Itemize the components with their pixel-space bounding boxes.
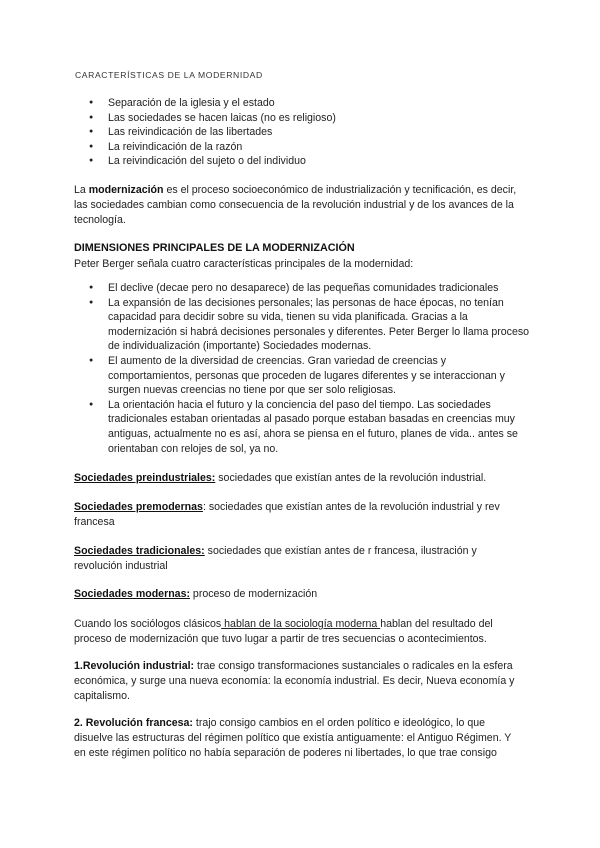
revolution-text: trajo consigo cambios en el orden político e ideológico, lo que disuelve las estructuras del régimen político que existía antiguamente: el Antiguo Régimen. Y en este régimen político no había separación de poderes ni libertades, lo que trae consigo <box>74 717 512 759</box>
paragraph-text: La <box>74 184 89 196</box>
paragraph-text: hablan del resultado del proceso de modernización que tuvo lugar a partir de tres secuencias o acontecimientos. <box>74 618 493 645</box>
definition-term: Sociedades premodernas <box>74 501 203 513</box>
modernization-paragraph <box>74 183 524 227</box>
list-item: ● Separación de la iglesia y el estado <box>74 96 534 111</box>
list-item: ● La reivindicación de la razón <box>74 140 534 155</box>
definition-text: sociedades que existían antes de la revolución industrial. <box>215 472 487 484</box>
definition-traditional <box>74 544 524 574</box>
definition-text: sociedades que existían antes de r francesa, ilustración y revolución industrial <box>74 545 477 572</box>
paragraph-text: Cuando los sociólogos clásicos <box>74 618 222 630</box>
definition-text: : sociedades que existían antes de la revolución industrial y rev francesa <box>74 501 500 528</box>
list-item: ● El declive (decae pero no desaparece) de las pequeñas comunidades tradicionales <box>74 281 530 296</box>
list-item: ● La orientación hacia el futuro y la conciencia del paso del tiempo. Las sociedades tradicionales estaban orientadas al pasado porque estaban basadas en creencias muy antiguas, actualmente no es así, ahora se piensa en el futuro, planes de vida.. antes se orientaban con relojes de sol, ya no. <box>74 398 530 456</box>
revolution-term: 2. Revolución francesa: <box>74 717 193 729</box>
definition-text: proceso de modernización <box>189 588 318 600</box>
characteristics-list <box>74 96 534 169</box>
industrial-revolution-paragraph <box>74 659 524 703</box>
french-revolution-paragraph <box>74 716 524 760</box>
definition-premodern <box>74 500 524 530</box>
revolution-term: 1.Revolución industrial: <box>74 660 195 672</box>
list-item: ● Las reivindicación de las libertades <box>74 125 534 140</box>
definition-term: Sociedades modernas: <box>74 588 190 600</box>
revolution-text: trae consigo transformaciones sustanciales o radicales en la esfera económica, y surge una nueva economía: la economía industrial. Es decir, Nueva economía y capitalismo. <box>74 660 515 702</box>
classics-paragraph <box>74 617 524 647</box>
definition-term: Sociedades preindustriales: <box>74 472 216 484</box>
dimensions-heading: DIMENSIONES PRINCIPALES DE LA MODERNIZACIÓN <box>74 242 355 254</box>
list-item: ● La expansión de las decisiones personales; las personas de hace épocas, no tenían capacidad para decidir sobre su vida, tienen su vida planificada. Gracias a la modernización si habrá decisiones personales y diferentes. Peter Berger lo llama proceso de individualización (importante) Sociedades modernas. <box>74 296 530 354</box>
paragraph-text: es el proceso socioeconómico de industrialización y tecnificación, es decir, las sociedades cambian como consecuencia de la revolución industrial y de los avances de la tecnología. <box>74 184 517 226</box>
list-item: ● La reivindicación del sujeto o del individuo <box>74 154 534 169</box>
list-item: ● Las sociedades se hacen laicas (no es religioso) <box>74 111 534 126</box>
definition-preindustrial <box>74 471 524 486</box>
berger-intro: Peter Berger señala cuatro características principales de la modernidad: <box>74 258 414 270</box>
list-item: ● El aumento de la diversidad de creencias. Gran variedad de creencias y comportamientos, personas que proceden de lugares diferentes y se interaccionan y surgen nuevas creencias no tiene por que ser solo religiosas. <box>74 354 530 398</box>
document-title: CARACTERÍSTICAS DE LA MODERNIDAD <box>75 70 263 80</box>
modernization-term: modernización <box>88 184 164 196</box>
definition-modern <box>74 587 524 602</box>
underlined-text: hablan de la sociología moderna <box>221 618 381 630</box>
berger-list <box>74 281 530 456</box>
definition-term: Sociedades tradicionales: <box>74 545 205 557</box>
